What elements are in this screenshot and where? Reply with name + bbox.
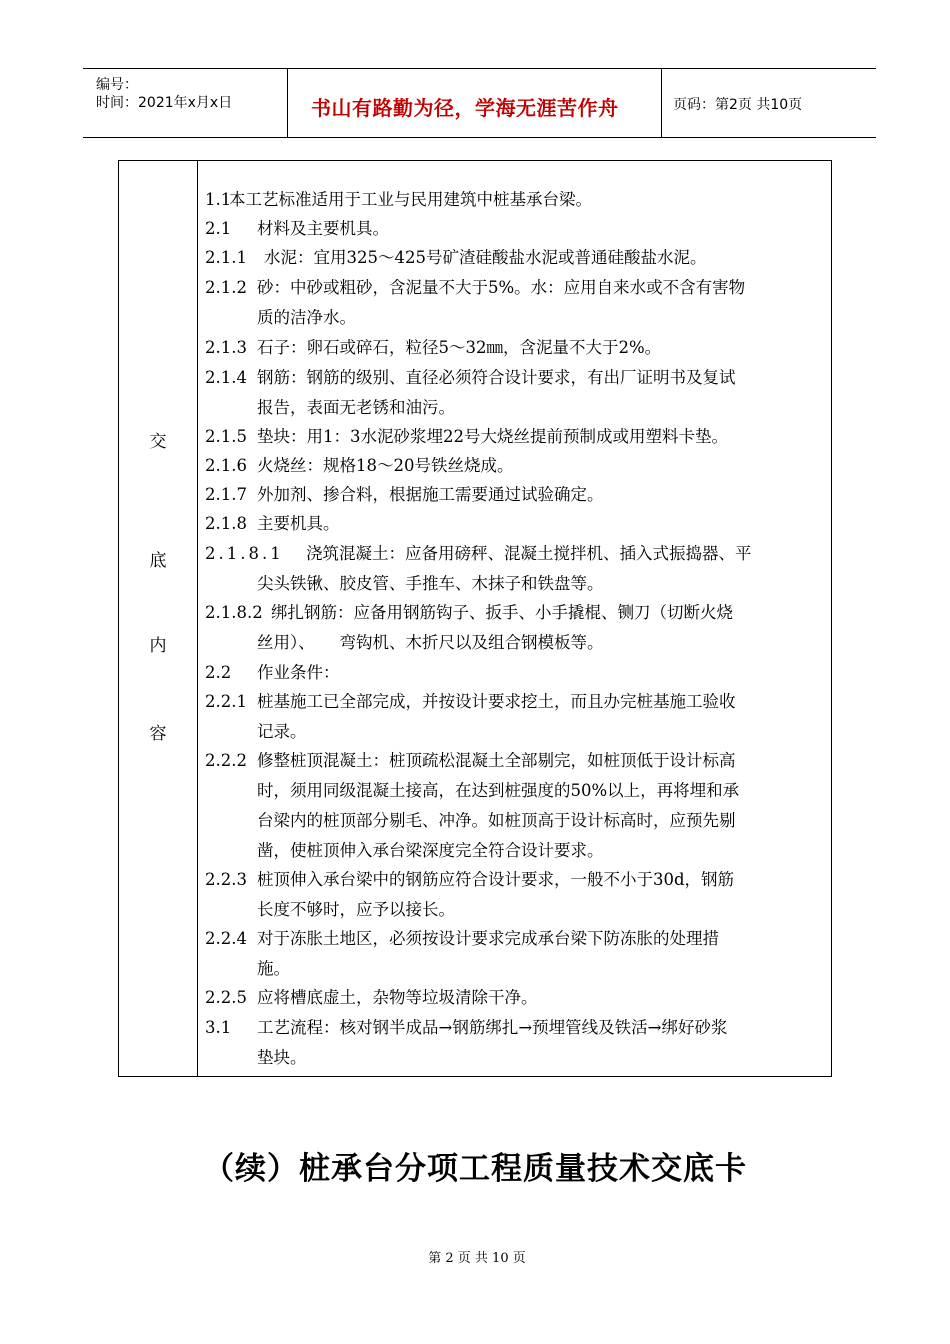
line-number: 2.1.8.1 [205, 544, 284, 563]
time-label: 时间：2021年x月x日 [96, 95, 233, 111]
line-number: 2.1.8 [205, 514, 247, 533]
line-text: 丝用）、 弯钩机、木折尺以及组合钢模板等。 [257, 633, 604, 652]
line-text: 浇筑混凝土：应备用磅秤、混凝土搅拌机、插入式振捣器、平 [306, 544, 752, 563]
line-text: 记录。 [257, 722, 307, 741]
line-number: 2.1.5 [205, 427, 247, 446]
line-text: 钢筋：钢筋的级别、直径必须符合设计要求，有出厂证明书及复试 [257, 368, 736, 387]
side-label-char: 内 [149, 636, 167, 656]
line-number: 2.1.3 [205, 338, 247, 357]
line-text: 施。 [257, 959, 290, 978]
line-text: 台梁内的桩顶部分剔毛、冲净。如桩顶高于设计标高时，应预先剔 [257, 811, 736, 830]
line-number: 2.2.3 [205, 870, 247, 889]
line-text: 材料及主要机具。 [257, 219, 389, 238]
line-text: 尖头铁锹、胶皮管、手推车、木抹子和铁盘等。 [257, 574, 604, 593]
line-text: 垫块：用1：3水泥砂浆埋22号大烧丝提前预制成或用塑料卡垫。 [257, 427, 728, 446]
line-text: 绑扎钢筋：应备用钢筋钩子、扳手、小手撬棍、铡刀（切断火烧 [271, 603, 733, 622]
line-number: 2.2.1 [205, 692, 247, 711]
side-label-char: 交 [149, 432, 167, 452]
line-text: 垫块。 [257, 1048, 307, 1067]
disclosure-table [118, 160, 832, 1077]
line-text: 凿，使桩顶伸入承台梁深度完全符合设计要求。 [257, 841, 604, 860]
line-number: 1.1 [205, 190, 232, 209]
page-header [83, 68, 876, 138]
header-page-number: 页码：第2页 共10页 [673, 97, 803, 113]
line-text: 火烧丝：规格18～20号铁丝烧成。 [257, 456, 514, 475]
line-text: 质的洁净水。 [257, 308, 356, 327]
column-divider [197, 161, 198, 1076]
page-footer: 第 2 页 共 10 页 [428, 1251, 526, 1266]
doc-number-label: 编号： [96, 77, 138, 93]
line-text: 应将槽底虚土，杂物等垃圾清除干净。 [257, 988, 538, 1007]
line-text: 时，须用同级混凝土接高，在达到桩强度的50%以上，再将埋和承 [257, 781, 740, 800]
line-text: 本工艺标准适用于工业与民用建筑中桩基承台梁。 [229, 190, 592, 209]
side-label-char: 底 [149, 551, 167, 571]
line-text: 对于冻胀土地区，必须按设计要求完成承台梁下防冻胀的处理措 [257, 929, 719, 948]
line-text: 工艺流程：核对钢半成品→钢筋绑扎→预埋管线及铁活→绑好砂浆 [257, 1018, 728, 1037]
line-number: 2.1.4 [205, 368, 247, 387]
line-text: 外加剂、掺合料，根据施工需要通过试验确定。 [257, 485, 604, 504]
line-number: 2.1.1 [205, 248, 247, 267]
line-text: 桩顶伸入承台梁中的钢筋应符合设计要求，一般不小于30d，钢筋 [257, 870, 735, 889]
card-title: （续）桩承台分项工程质量技术交底卡 [203, 1151, 747, 1187]
line-number: 2.2.4 [205, 929, 247, 948]
header-motto: 书山有路勤为径，学海无涯苦作舟 [311, 96, 619, 120]
line-number: 2.2.2 [205, 751, 247, 770]
line-number: 2.1 [205, 219, 232, 238]
line-text: 石子：卵石或碎石，粒径5～32㎜，含泥量不大于2%。 [257, 338, 662, 357]
line-number: 2.1.8.2 [205, 603, 263, 622]
line-text: 长度不够时，应予以接长。 [257, 900, 455, 919]
line-text: 主要机具。 [257, 514, 340, 533]
line-number: 2.1.2 [205, 278, 247, 297]
line-text: 水泥：宜用325～425号矿渣硅酸盐水泥或普通硅酸盐水泥。 [264, 248, 707, 267]
line-text: 报告，表面无老锈和油污。 [257, 398, 455, 417]
line-text: 作业条件： [257, 663, 340, 682]
line-text: 修整桩顶混凝土：桩顶疏松混凝土全部剔完，如桩顶低于设计标高 [257, 751, 736, 770]
line-number: 2.2.5 [205, 988, 247, 1007]
line-number: 2.1.6 [205, 456, 247, 475]
header-left-cell [83, 69, 288, 137]
line-number: 3.1 [205, 1018, 232, 1037]
line-text: 桩基施工已全部完成，并按设计要求挖土，而且办完桩基施工验收 [257, 692, 736, 711]
side-label-char: 容 [149, 724, 167, 744]
line-number: 2.1.7 [205, 485, 247, 504]
line-text: 砂：中砂或粗砂，含泥量不大于5%。水：应用自来水或不含有害物 [257, 278, 746, 297]
line-number: 2.2 [205, 663, 232, 682]
